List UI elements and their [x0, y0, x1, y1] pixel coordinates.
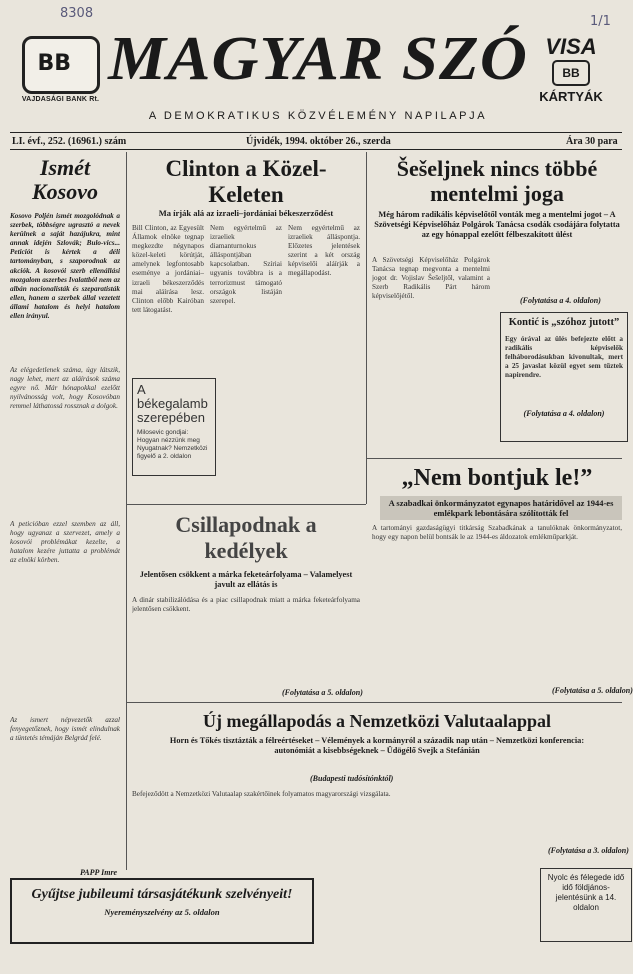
- rule-csillapodnak: [126, 504, 366, 505]
- jubilee-box: [10, 878, 314, 944]
- visa-title: VISA: [545, 34, 597, 59]
- valutaalap-body: Befejeződött a Nemzetközi Valutaalap szakértőinek folyamatos magyarországi vizsgálata.: [132, 790, 391, 798]
- bank-advertisement: [8, 36, 113, 106]
- peace-ad-title: A békegalamb szerepében: [137, 382, 208, 425]
- kontic-title: Kontić is „szóhoz jutott”: [508, 317, 620, 328]
- nem-bontjuk-headline: „Nem bontjuk le!”: [401, 465, 593, 491]
- left-body-2: Az elégedetlenek száma, úgy látszik, nagy lehet, mert az aláírások száma egyre nő. Már hónapokkal ezelőtt nyilvánosság volt, hogy Kosovóban remmel láthatossá rossznak a dolgok.: [10, 366, 120, 411]
- seselj-headline: Šešeljnek nincs többé mentelmi joga: [396, 156, 598, 206]
- clinton-headline: Clinton a Közel-Keleten: [165, 156, 327, 207]
- nem-bontjuk-continued: (Folytatása a 5. oldalon): [552, 686, 633, 695]
- jubilee-title: Gyűjtse jubileumi társasjátékunk szelvényeit!: [31, 887, 293, 902]
- handwritten-note-top: 8308: [60, 6, 94, 21]
- valutaalap-dateline: (Budapesti tudósítónktól): [310, 774, 394, 783]
- seselj-subhead: Még három radikális képviselőtől vonták meg a mentelmi jogot – A Szövetségi Képviselőház Polgárok Tanácsa csodák csodájára folytatta az egy hónappal ezelőtt félbeszakított ülést: [374, 210, 620, 239]
- csillapodnak-continued: (Folytatása a 5. oldalon): [282, 688, 363, 697]
- left-headline-line2: Kosovo: [32, 179, 98, 204]
- left-body-4: Az ismert népvezetők azzal fenyegetőznek, hogy ismét elindulnak a tüntetés témáján Belgrád felé.: [10, 716, 120, 743]
- clinton-col-2: Nem egyértelmű az izraeliek diamanturnokus álláspontjában kapcsolatban. Szíriai ugyanis továbbra is a terrorizmust támogató országok listáján szerepel.: [210, 224, 282, 305]
- visa-logo: BB: [552, 60, 590, 86]
- seselj-continued: (Folytatása a 4. oldalon): [520, 296, 601, 305]
- clinton-col-1: Bill Clinton, az Egyesült Államok elnöke tegnap megkezdte négynapos közel-keleti körútját, amelynek legfontosabb eseménye a jordániai–izraeli békeszerződés mai aláírása lesz. Clinton előbb Kairóban tett látogatást.: [132, 224, 204, 314]
- csillapodnak-body: A dinár stabilizálódása és a piac csillapodnak miatt a márka feketeárfolyama jelentősen csökkent.: [132, 596, 360, 614]
- valutaalap-subhead: Horn és Tőkés tisztázták a félreértéseket – Vélemények a kormányról a századik nap után – Nemzetközi konferencia: autonómiát a kisebbségeknek – Üdögélő Svejk a Stefánián: [169, 736, 585, 755]
- issue-price: Ára 30 para: [566, 136, 618, 147]
- masthead-rule-bottom: [10, 149, 622, 150]
- peace-ad-box: [132, 378, 216, 476]
- left-author: PAPP Imre: [80, 868, 118, 877]
- masthead-rule-top: [10, 132, 622, 133]
- csillapodnak-headline: Csillapodnak a kedélyek: [175, 512, 317, 563]
- nem-bontjuk-body: A tartományi gazdaságügyi titkárság Szabadkának a tanulóknak önkormányzatot, hogy egy napon belül bontsák le az 1944-es áldozatok emlékműparkját.: [372, 524, 622, 542]
- visa-cards-label: KÁRTYÁK: [539, 89, 603, 104]
- handwritten-note-right: 1/1: [590, 14, 611, 29]
- bank-logo: [22, 36, 100, 94]
- nem-bontjuk-subhead: A szabadkai önkormányzatot egynapos határidővel az 1944-es emlékpark lebontására szólították fel: [380, 496, 622, 520]
- kontic-continued: (Folytatása a 4. oldalon): [523, 409, 605, 418]
- rule-nem-bontjuk: [366, 458, 622, 459]
- visa-advertisement: [518, 36, 624, 108]
- bank-logo-letters: BB: [37, 51, 72, 76]
- bank-name: VAJDASÁGI BANK Rt.: [21, 96, 100, 103]
- valutaalap-headline: Új megállapodás a Nemzetközi Valutaalappal: [202, 711, 551, 731]
- issue-date: Újvidék, 1994. október 26., szerda: [246, 136, 391, 147]
- seselj-body: A Szövetségi Képviselőház Polgárok Tanácsa tegnap megvonta a mentelmi jogot dr. Vojislav Šešeljtől, valamint a Szerb Radikális Párt három képviselőjétől.: [372, 256, 490, 301]
- left-headline-line1: Ismét: [39, 155, 91, 180]
- valutaalap-continued: (Folytatása a 3. oldalon): [548, 846, 629, 855]
- weather-box: [540, 868, 632, 942]
- column-divider-left: [126, 152, 127, 870]
- clinton-subhead: Ma írják alá az izraeli–jordániai békeszerződést: [158, 208, 334, 218]
- jubilee-sub: Nyereményszelvény az 5. oldalon: [104, 907, 220, 917]
- csillapodnak-subhead: Jelentősen csökkent a márka feketeárfolyama – Valamelyest javult az ellátás is: [139, 570, 353, 589]
- kontic-body: Egy órával az ülés befejezte előtt a radikális képviselők felháborodásukban kivonultak, mert a 25 javaslat közül egyet sem tűztek napirendre.: [505, 335, 623, 380]
- issue-number: LI. évf., 252. (16961.) szám: [12, 136, 127, 147]
- newspaper-title: MAGYAR SZÓ: [108, 25, 528, 93]
- newspaper-subtitle: A DEMOKRATIKUS KÖZVÉLEMÉNY NAPILAPJA: [148, 110, 488, 122]
- kontic-box: [500, 312, 628, 442]
- left-headline: [10, 156, 120, 204]
- weather-text: Nyolc és félegede idő idő földjános-jelentésünk a 14. oldalon: [547, 873, 625, 912]
- clinton-col-3: Nem egyértelmű az izraeliek álláspontja. Előzetes jelentések szerint a két ország képviselői aláírják a megállapodást.: [288, 224, 360, 278]
- left-body-3: A peticióban ezzel szemben az áll, hogy ugyanaz a szervezet, amely a kosovói problémákat kezelte, a hatalom kezére juttatta a problémát az elnöki körben.: [10, 520, 120, 565]
- left-lead: Kosovo Poljén ismét mozgolódnak a szerbek, többségre ugrasztó a nevek kerülnek a saját hazájukra, mint annak idején Szlovák; Bulo-vics... Peticiót is kértek a déli tartományban, s szaporodnak az akciók. A kosovói szerb ellenállási mozgalom aszerbes Ivalattból nem az albán nacionalisták és szeparatisták ellen, hanem a szerbek állal vezetett állami hatalom és helyi hatalom ellen irányul.: [10, 212, 120, 321]
- column-divider-center: [366, 152, 367, 504]
- peace-ad-body: Milosevic gondjai: Hogyan nézzünk meg Nyugatnak? Nemzetközi figyelő a 2. oldalon: [137, 429, 208, 460]
- rule-valutaalap: [126, 702, 622, 703]
